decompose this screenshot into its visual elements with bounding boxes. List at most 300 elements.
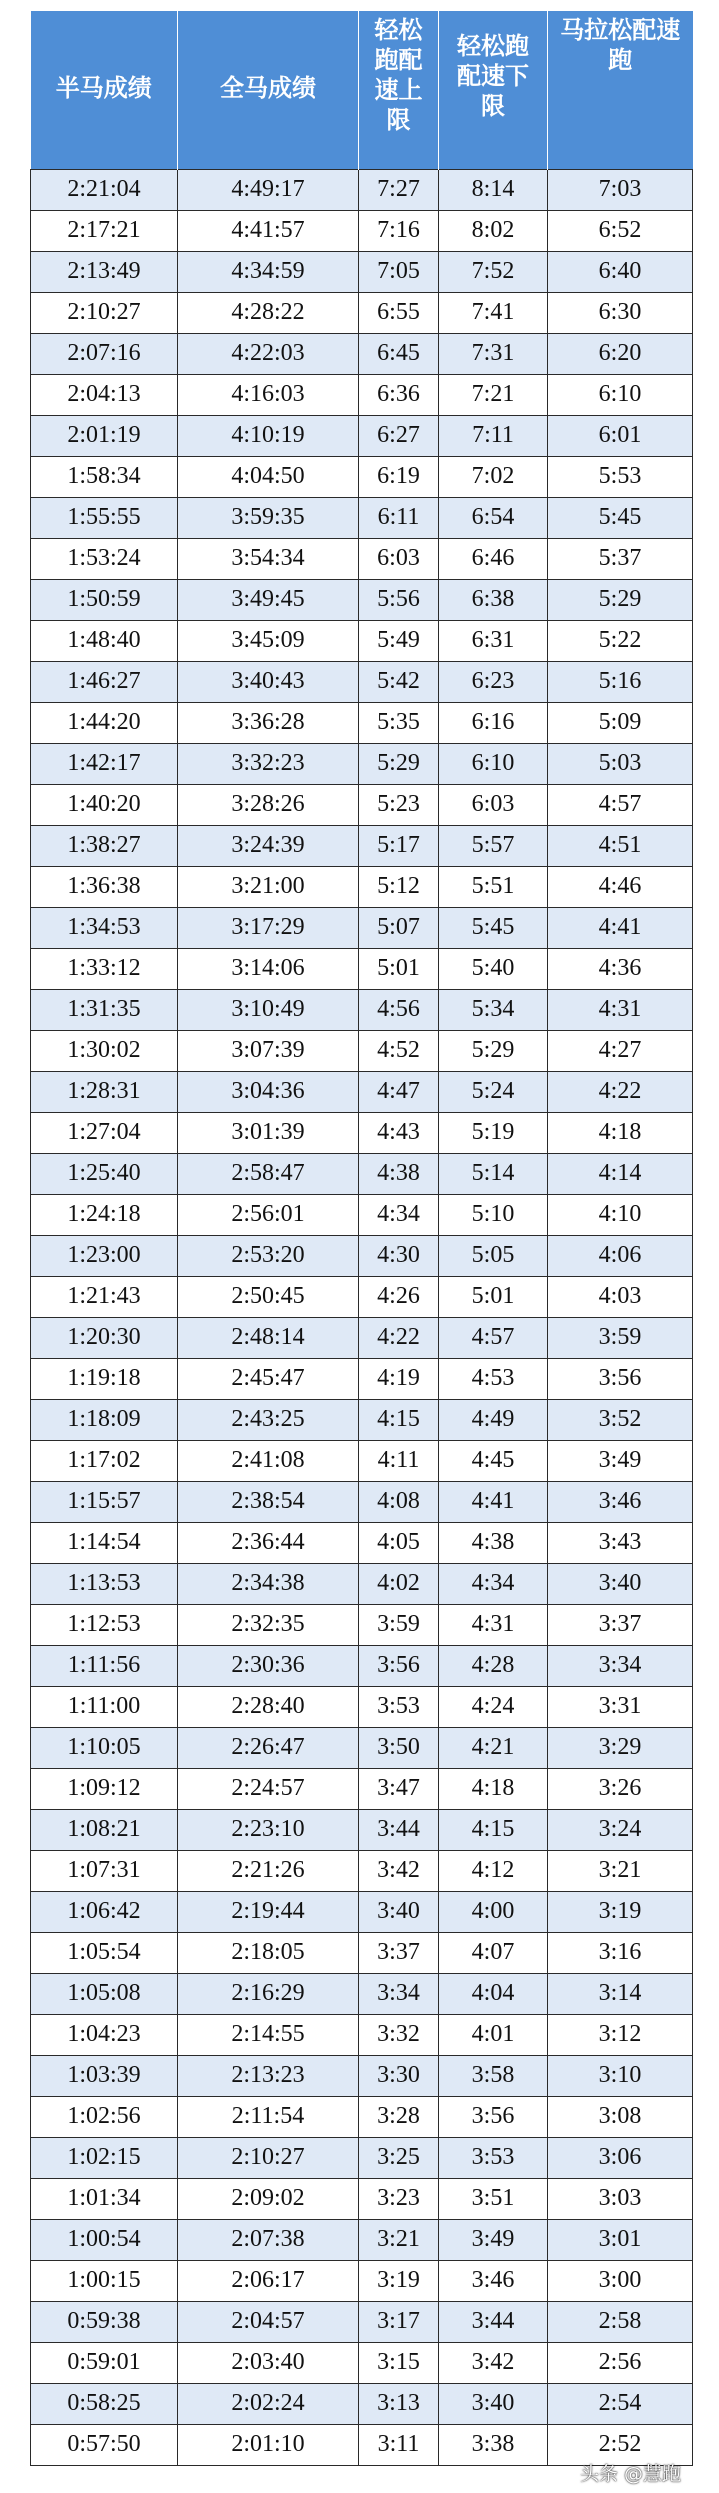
table-cell: 4:34 (359, 1194, 439, 1235)
header-full-marathon (178, 11, 359, 169)
table-cell: 5:16 (548, 661, 693, 702)
table-row (31, 2178, 693, 2219)
table-cell: 3:13 (359, 2383, 439, 2424)
table-cell: 2:13:49 (31, 251, 178, 292)
table-row (31, 1891, 693, 1932)
table-cell: 3:40 (439, 2383, 548, 2424)
table-cell: 4:00 (439, 1891, 548, 1932)
table-cell: 2:52 (548, 2424, 693, 2465)
table-cell: 3:04:36 (178, 1071, 359, 1112)
table-cell: 4:08 (359, 1481, 439, 1522)
table-cell: 3:50 (359, 1727, 439, 1768)
table-cell: 5:03 (548, 743, 693, 784)
table-cell: 4:27 (548, 1030, 693, 1071)
table-cell: 1:55:55 (31, 497, 178, 538)
table-cell: 2:07:38 (178, 2219, 359, 2260)
table-cell: 1:25:40 (31, 1153, 178, 1194)
table-cell: 4:18 (548, 1112, 693, 1153)
table-cell: 1:58:34 (31, 456, 178, 497)
table-cell: 5:56 (359, 579, 439, 620)
table-cell: 2:26:47 (178, 1727, 359, 1768)
table-cell: 7:11 (439, 415, 548, 456)
table-cell: 3:03 (548, 2178, 693, 2219)
table-cell: 7:03 (548, 169, 693, 210)
table-cell: 4:15 (439, 1809, 548, 1850)
table-cell: 6:30 (548, 292, 693, 333)
table-cell: 0:59:01 (31, 2342, 178, 2383)
table-row (31, 1317, 693, 1358)
watermark-text: 头条 @慧跑 (579, 2462, 681, 2485)
table-cell: 6:11 (359, 497, 439, 538)
table-cell: 4:28 (439, 1645, 548, 1686)
table-cell: 3:59 (359, 1604, 439, 1645)
table-cell: 4:36 (548, 948, 693, 989)
table-cell: 3:17 (359, 2301, 439, 2342)
table-cell: 2:17:21 (31, 210, 178, 251)
table-cell: 3:24:39 (178, 825, 359, 866)
table-cell: 6:23 (439, 661, 548, 702)
table-cell: 1:04:23 (31, 2014, 178, 2055)
table-cell: 2:04:57 (178, 2301, 359, 2342)
table-cell: 6:38 (439, 579, 548, 620)
table-cell: 3:07:39 (178, 1030, 359, 1071)
table-cell: 6:03 (439, 784, 548, 825)
table-row (31, 1686, 693, 1727)
table-cell: 3:37 (359, 1932, 439, 1973)
table-cell: 1:33:12 (31, 948, 178, 989)
table-cell: 5:01 (439, 1276, 548, 1317)
table-row (31, 456, 693, 497)
table-cell: 1:00:15 (31, 2260, 178, 2301)
table-row (31, 2260, 693, 2301)
table-row (31, 1358, 693, 1399)
table-cell: 6:10 (548, 374, 693, 415)
table-cell: 6:19 (359, 456, 439, 497)
table-cell: 1:27:04 (31, 1112, 178, 1153)
table-cell: 4:10 (548, 1194, 693, 1235)
table-cell: 2:19:44 (178, 1891, 359, 1932)
table-cell: 1:01:34 (31, 2178, 178, 2219)
table-cell: 7:21 (439, 374, 548, 415)
table-cell: 3:54:34 (178, 538, 359, 579)
table-row (31, 169, 693, 210)
table-cell: 2:07:16 (31, 333, 178, 374)
table-cell: 1:05:08 (31, 1973, 178, 2014)
table-row (31, 1481, 693, 1522)
table-cell: 2:48:14 (178, 1317, 359, 1358)
table-cell: 3:49 (548, 1440, 693, 1481)
table-cell: 3:46 (439, 2260, 548, 2301)
table-cell: 1:15:57 (31, 1481, 178, 1522)
table-cell: 8:02 (439, 210, 548, 251)
table-cell: 4:21 (439, 1727, 548, 1768)
table-cell: 5:37 (548, 538, 693, 579)
table-cell: 1:40:20 (31, 784, 178, 825)
table-row (31, 292, 693, 333)
table-cell: 2:04:13 (31, 374, 178, 415)
table-cell: 4:10:19 (178, 415, 359, 456)
table-cell: 7:41 (439, 292, 548, 333)
table-cell: 3:29 (548, 1727, 693, 1768)
table-cell: 3:44 (439, 2301, 548, 2342)
table-cell: 3:44 (359, 1809, 439, 1850)
table-cell: 2:41:08 (178, 1440, 359, 1481)
table-cell: 5:45 (548, 497, 693, 538)
table-row (31, 866, 693, 907)
table-cell: 3:26 (548, 1768, 693, 1809)
table-cell: 5:40 (439, 948, 548, 989)
table-cell: 2:14:55 (178, 2014, 359, 2055)
table-cell: 2:45:47 (178, 1358, 359, 1399)
table-cell: 6:03 (359, 538, 439, 579)
table-cell: 4:41 (439, 1481, 548, 1522)
table-row (31, 579, 693, 620)
table-cell: 3:49:45 (178, 579, 359, 620)
table-cell: 4:38 (439, 1522, 548, 1563)
table-cell: 4:05 (359, 1522, 439, 1563)
table-cell: 1:21:43 (31, 1276, 178, 1317)
table-cell: 4:30 (359, 1235, 439, 1276)
table-cell: 3:40:43 (178, 661, 359, 702)
table-cell: 5:17 (359, 825, 439, 866)
table-row (31, 784, 693, 825)
table-cell: 2:13:23 (178, 2055, 359, 2096)
table-cell: 2:03:40 (178, 2342, 359, 2383)
table-cell: 6:27 (359, 415, 439, 456)
table-cell: 6:16 (439, 702, 548, 743)
table-row (31, 415, 693, 456)
table-row (31, 2014, 693, 2055)
table-cell: 2:01:10 (178, 2424, 359, 2465)
table-row (31, 948, 693, 989)
header-easy-pace-lower (439, 11, 548, 169)
table-cell: 3:56 (359, 1645, 439, 1686)
table-cell: 3:43 (548, 1522, 693, 1563)
table-cell: 1:19:18 (31, 1358, 178, 1399)
table-cell: 3:56 (439, 2096, 548, 2137)
table-cell: 4:28:22 (178, 292, 359, 333)
table-row (31, 1235, 693, 1276)
table-row (31, 1112, 693, 1153)
header-marathon-pace (548, 11, 693, 169)
table-cell: 1:05:54 (31, 1932, 178, 1973)
table-cell: 5:42 (359, 661, 439, 702)
table-row (31, 1153, 693, 1194)
table-cell: 2:50:45 (178, 1276, 359, 1317)
table-cell: 3:24 (548, 1809, 693, 1850)
table-cell: 1:13:53 (31, 1563, 178, 1604)
table-cell: 1:48:40 (31, 620, 178, 661)
table-cell: 1:18:09 (31, 1399, 178, 1440)
table-row (31, 1276, 693, 1317)
table-cell: 4:34 (439, 1563, 548, 1604)
table-cell: 5:22 (548, 620, 693, 661)
table-cell: 3:40 (359, 1891, 439, 1932)
table-cell: 0:59:38 (31, 2301, 178, 2342)
table-cell: 5:07 (359, 907, 439, 948)
table-cell: 4:49:17 (178, 169, 359, 210)
table-cell: 2:18:05 (178, 1932, 359, 1973)
table-cell: 5:29 (439, 1030, 548, 1071)
table-cell: 3:38 (439, 2424, 548, 2465)
table-cell: 2:30:36 (178, 1645, 359, 1686)
table-cell: 3:19 (359, 2260, 439, 2301)
table-cell: 4:41 (548, 907, 693, 948)
table-row (31, 2301, 693, 2342)
table-row (31, 210, 693, 251)
table-cell: 1:10:05 (31, 1727, 178, 1768)
table-cell: 3:42 (359, 1850, 439, 1891)
table-cell: 3:06 (548, 2137, 693, 2178)
table-cell: 4:04:50 (178, 456, 359, 497)
table-row (31, 2219, 693, 2260)
table-row (31, 989, 693, 1030)
table-row (31, 1850, 693, 1891)
table-cell: 3:37 (548, 1604, 693, 1645)
table-cell: 4:53 (439, 1358, 548, 1399)
table-row (31, 825, 693, 866)
table-cell: 2:53:20 (178, 1235, 359, 1276)
table-cell: 1:17:02 (31, 1440, 178, 1481)
table-cell: 3:49 (439, 2219, 548, 2260)
table-row (31, 1727, 693, 1768)
table-cell: 1:46:27 (31, 661, 178, 702)
table-cell: 3:12 (548, 2014, 693, 2055)
table-cell: 4:03 (548, 1276, 693, 1317)
table-cell: 1:02:15 (31, 2137, 178, 2178)
table-cell: 3:08 (548, 2096, 693, 2137)
table-cell: 1:14:54 (31, 1522, 178, 1563)
table-cell: 1:28:31 (31, 1071, 178, 1112)
table-cell: 6:10 (439, 743, 548, 784)
table-cell: 3:10:49 (178, 989, 359, 1030)
table-cell: 4:38 (359, 1153, 439, 1194)
table-cell: 1:03:39 (31, 2055, 178, 2096)
table-cell: 1:06:42 (31, 1891, 178, 1932)
table-cell: 3:21 (359, 2219, 439, 2260)
table-row (31, 251, 693, 292)
table-cell: 3:17:29 (178, 907, 359, 948)
table-cell: 3:11 (359, 2424, 439, 2465)
table-cell: 1:09:12 (31, 1768, 178, 1809)
table-cell: 4:22:03 (178, 333, 359, 374)
table-cell: 3:01:39 (178, 1112, 359, 1153)
table-cell: 3:00 (548, 2260, 693, 2301)
table-cell: 3:32:23 (178, 743, 359, 784)
table-cell: 1:12:53 (31, 1604, 178, 1645)
table-cell: 1:11:00 (31, 1686, 178, 1727)
table-cell: 1:20:30 (31, 1317, 178, 1358)
table-cell: 3:53 (359, 1686, 439, 1727)
header-label: 半马成绩 (55, 74, 152, 102)
table-cell: 4:04 (439, 1973, 548, 2014)
table-cell: 2:38:54 (178, 1481, 359, 1522)
table-cell: 3:56 (548, 1358, 693, 1399)
table-cell: 2:24:57 (178, 1768, 359, 1809)
watermark (580, 2457, 681, 2487)
table-row (31, 1809, 693, 1850)
table-cell: 4:43 (359, 1112, 439, 1153)
table-cell: 7:02 (439, 456, 548, 497)
table-cell: 1:00:54 (31, 2219, 178, 2260)
table-cell: 4:11 (359, 1440, 439, 1481)
table-cell: 5:01 (359, 948, 439, 989)
table-cell: 2:21:04 (31, 169, 178, 210)
table-cell: 2:43:25 (178, 1399, 359, 1440)
table-cell: 2:34:38 (178, 1563, 359, 1604)
table-row (31, 1973, 693, 2014)
table-row (31, 1071, 693, 1112)
table-cell: 4:26 (359, 1276, 439, 1317)
table-cell: 1:36:38 (31, 866, 178, 907)
table-cell: 0:57:50 (31, 2424, 178, 2465)
table-cell: 2:16:29 (178, 1973, 359, 2014)
table-body (31, 169, 693, 2465)
table-cell: 4:18 (439, 1768, 548, 1809)
table-cell: 4:57 (439, 1317, 548, 1358)
table-cell: 1:42:17 (31, 743, 178, 784)
pace-table (30, 11, 693, 2466)
table-cell: 7:31 (439, 333, 548, 374)
table-cell: 3:47 (359, 1768, 439, 1809)
table-cell: 4:45 (439, 1440, 548, 1481)
table-row (31, 661, 693, 702)
table-cell: 3:34 (548, 1645, 693, 1686)
table-cell: 4:51 (548, 825, 693, 866)
table-cell: 6:36 (359, 374, 439, 415)
table-cell: 3:46 (548, 1481, 693, 1522)
table-cell: 8:14 (439, 169, 548, 210)
table-cell: 2:21:26 (178, 1850, 359, 1891)
table-row (31, 1399, 693, 1440)
table-cell: 6:55 (359, 292, 439, 333)
table-cell: 3:14 (548, 1973, 693, 2014)
table-cell: 4:56 (359, 989, 439, 1030)
table-cell: 4:12 (439, 1850, 548, 1891)
table-cell: 2:58:47 (178, 1153, 359, 1194)
table-cell: 4:07 (439, 1932, 548, 1973)
header-label: 轻松跑配速下限 (457, 32, 529, 120)
table-cell: 3:19 (548, 1891, 693, 1932)
table-row (31, 1645, 693, 1686)
table-cell: 7:52 (439, 251, 548, 292)
table-cell: 2:01:19 (31, 415, 178, 456)
table-cell: 6:45 (359, 333, 439, 374)
table-cell: 4:02 (359, 1563, 439, 1604)
table-cell: 7:16 (359, 210, 439, 251)
table-row (31, 907, 693, 948)
table-cell: 4:22 (548, 1071, 693, 1112)
table-cell: 3:01 (548, 2219, 693, 2260)
table-cell: 7:27 (359, 169, 439, 210)
table-cell: 3:21 (548, 1850, 693, 1891)
table-cell: 3:53 (439, 2137, 548, 2178)
table-row (31, 1194, 693, 1235)
table-cell: 5:35 (359, 702, 439, 743)
table-cell: 6:20 (548, 333, 693, 374)
table-cell: 5:53 (548, 456, 693, 497)
table-cell: 6:54 (439, 497, 548, 538)
table-cell: 3:59 (548, 1317, 693, 1358)
table-cell: 2:06:17 (178, 2260, 359, 2301)
table-cell: 1:11:56 (31, 1645, 178, 1686)
table-cell: 3:30 (359, 2055, 439, 2096)
table-cell: 2:56:01 (178, 1194, 359, 1235)
table-row (31, 1768, 693, 1809)
table-cell: 2:11:54 (178, 2096, 359, 2137)
table-cell: 4:15 (359, 1399, 439, 1440)
table-cell: 3:34 (359, 1973, 439, 2014)
table-row (31, 1604, 693, 1645)
table-cell: 4:22 (359, 1317, 439, 1358)
table-cell: 4:31 (548, 989, 693, 1030)
table-row (31, 333, 693, 374)
table-cell: 4:06 (548, 1235, 693, 1276)
table-cell: 1:30:02 (31, 1030, 178, 1071)
table-cell: 3:15 (359, 2342, 439, 2383)
table-cell: 2:36:44 (178, 1522, 359, 1563)
table-cell: 3:10 (548, 2055, 693, 2096)
table-row (31, 497, 693, 538)
table-cell: 4:16:03 (178, 374, 359, 415)
table-cell: 1:24:18 (31, 1194, 178, 1235)
table-cell: 6:46 (439, 538, 548, 579)
table-row (31, 1522, 693, 1563)
table-cell: 3:36:28 (178, 702, 359, 743)
table-cell: 3:21:00 (178, 866, 359, 907)
table-cell: 5:45 (439, 907, 548, 948)
table-cell: 4:47 (359, 1071, 439, 1112)
header-half-marathon (31, 11, 178, 169)
table-cell: 1:44:20 (31, 702, 178, 743)
table-cell: 4:49 (439, 1399, 548, 1440)
table-cell: 3:16 (548, 1932, 693, 1973)
table-cell: 5:23 (359, 784, 439, 825)
table-row (31, 743, 693, 784)
header-row (31, 11, 693, 169)
header-label: 马拉松配速跑 (560, 16, 681, 74)
table-row (31, 2342, 693, 2383)
table-row (31, 2137, 693, 2178)
table-cell: 3:59:35 (178, 497, 359, 538)
table-cell: 5:09 (548, 702, 693, 743)
table-cell: 4:19 (359, 1358, 439, 1399)
table-cell: 3:52 (548, 1399, 693, 1440)
table-cell: 4:46 (548, 866, 693, 907)
table-cell: 2:56 (548, 2342, 693, 2383)
table-cell: 1:23:00 (31, 1235, 178, 1276)
table-cell: 1:31:35 (31, 989, 178, 1030)
table-cell: 6:01 (548, 415, 693, 456)
table-cell: 1:34:53 (31, 907, 178, 948)
table-cell: 5:14 (439, 1153, 548, 1194)
table-cell: 5:49 (359, 620, 439, 661)
table-cell: 3:42 (439, 2342, 548, 2383)
table-cell: 3:51 (439, 2178, 548, 2219)
table-cell: 2:02:24 (178, 2383, 359, 2424)
table-cell: 1:08:21 (31, 1809, 178, 1850)
table-cell: 3:40 (548, 1563, 693, 1604)
table-cell: 4:24 (439, 1686, 548, 1727)
table-cell: 2:54 (548, 2383, 693, 2424)
table-cell: 6:40 (548, 251, 693, 292)
table-cell: 5:29 (548, 579, 693, 620)
table-cell: 6:31 (439, 620, 548, 661)
table-cell: 4:34:59 (178, 251, 359, 292)
table-cell: 5:12 (359, 866, 439, 907)
table-row (31, 1440, 693, 1481)
table-cell: 2:10:27 (178, 2137, 359, 2178)
